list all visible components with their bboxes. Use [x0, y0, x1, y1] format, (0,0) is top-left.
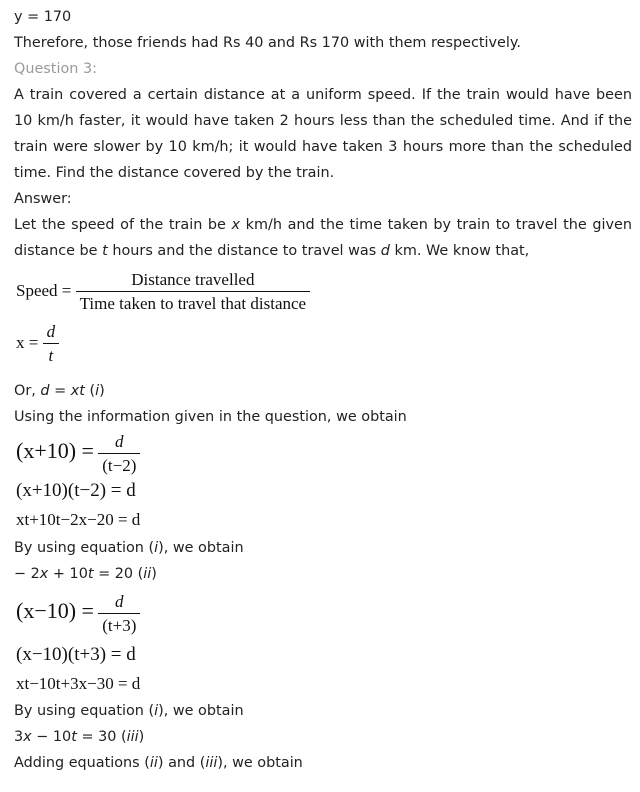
- eq-ii-part: ): [151, 566, 157, 582]
- eq-i-var: d: [40, 383, 50, 399]
- intro-part: km. We know that,: [389, 243, 530, 259]
- eq-iii-part: = 30 (: [76, 729, 127, 745]
- intro-part: km/h and the time taken by train to travel the given distance be: [14, 217, 632, 259]
- equation-i-line: [14, 378, 632, 404]
- x-denominator: t: [43, 343, 60, 366]
- equation-faster-fraction: [16, 432, 140, 476]
- eq4-numerator: d: [115, 592, 124, 611]
- var-t: t: [102, 243, 108, 259]
- eq1-lhs: (x+10) =: [16, 437, 94, 463]
- equation-slower-fraction: [16, 592, 140, 636]
- equation-ii-line: [14, 561, 632, 587]
- eq4-lhs: (x−10) =: [16, 597, 94, 623]
- eq-i-var: xt: [70, 383, 85, 399]
- speed-fraction: [76, 270, 310, 314]
- text-line-y-value: y = 170: [14, 9, 72, 25]
- question-heading: Question 3:: [14, 61, 97, 77]
- adding-label: iii: [205, 755, 218, 771]
- answer-intro-text: [14, 212, 632, 264]
- eq-ii-part: − 2: [14, 566, 40, 582]
- eq-i-label: i: [95, 383, 100, 399]
- var-x: x: [231, 217, 241, 233]
- question-text: A train covered a certain distance at a uniform speed. If the train would have been 10 km/h faster, it would have taken 2 hours less than the scheduled time. And if the train were slower by 10 km/h; it would have taken 3 hours more than the scheduled time. Find the distance covered by the train.: [14, 87, 632, 181]
- equation-iii-line: [14, 724, 632, 750]
- eq-iii-var: x: [23, 729, 32, 745]
- adding-label: ii: [149, 755, 158, 771]
- equation-slower-expanded: (x−10)(t+3) = d: [16, 644, 136, 665]
- by-using-line-2: [14, 698, 632, 724]
- eq-i-part: (: [84, 383, 96, 399]
- eq-iii-label: iii: [126, 729, 139, 745]
- by-using-part: ), we obtain: [158, 540, 244, 556]
- eq1-denominator: (t−2): [98, 453, 140, 476]
- adding-part: ) and (: [157, 755, 206, 771]
- eq-iii-part: ): [138, 729, 145, 745]
- using-info-line: Using the information given in the question, we obtain: [14, 409, 407, 425]
- eq-iii-part: 3: [14, 729, 24, 745]
- eq-ii-var: x: [39, 566, 49, 582]
- eq-ii-part: + 10: [48, 566, 88, 582]
- equation-faster-simplified: xt+10t−2x−20 = d: [16, 510, 141, 529]
- adding-part: Adding equations (: [14, 755, 150, 771]
- eq4-fraction: [98, 592, 140, 636]
- var-d: d: [380, 243, 390, 259]
- x-fraction: [43, 322, 60, 366]
- speed-numerator: Distance travelled: [131, 270, 255, 289]
- eq-ii-part: = 20 (: [93, 566, 144, 582]
- intro-part: Let the speed of the train be: [14, 217, 232, 233]
- by-using-part: By using equation (: [14, 703, 155, 719]
- speed-lhs: Speed =: [16, 280, 72, 300]
- eq-ii-var: t: [87, 566, 94, 582]
- eq1-fraction: [98, 432, 140, 476]
- adding-part: ), we obtain: [217, 755, 303, 771]
- eq4-denominator: (t+3): [98, 613, 140, 636]
- eq-ii-label: ii: [143, 566, 152, 582]
- x-lhs: x =: [16, 332, 39, 352]
- equation-faster-expanded: (x+10)(t−2) = d: [16, 480, 136, 501]
- text-line-friends-result: Therefore, those friends had Rs 40 and Rs 170 with them respectively.: [14, 35, 521, 51]
- eq-i-part: =: [49, 383, 71, 399]
- intro-part: hours and the distance to travel was: [107, 243, 381, 259]
- speed-formula: [16, 270, 310, 314]
- speed-denominator: Time taken to travel that distance: [76, 291, 310, 314]
- by-using-label: i: [154, 703, 159, 719]
- by-using-part: ), we obtain: [158, 703, 244, 719]
- eq-iii-part: − 10: [31, 729, 72, 745]
- by-using-part: By using equation (: [14, 540, 155, 556]
- eq-iii-var: t: [71, 729, 77, 745]
- answer-label: Answer:: [14, 191, 72, 207]
- equation-slower-simplified: xt−10t+3x−30 = d: [16, 674, 141, 693]
- eq-i-part: ): [99, 383, 105, 399]
- eq1-numerator: d: [115, 432, 124, 451]
- eq-i-part: Or,: [14, 383, 41, 399]
- by-using-line-1: [14, 535, 632, 561]
- adding-equations-line: [14, 750, 632, 776]
- x-equals-d-over-t: [16, 322, 59, 366]
- x-numerator: d: [46, 322, 56, 341]
- by-using-label: i: [154, 540, 159, 556]
